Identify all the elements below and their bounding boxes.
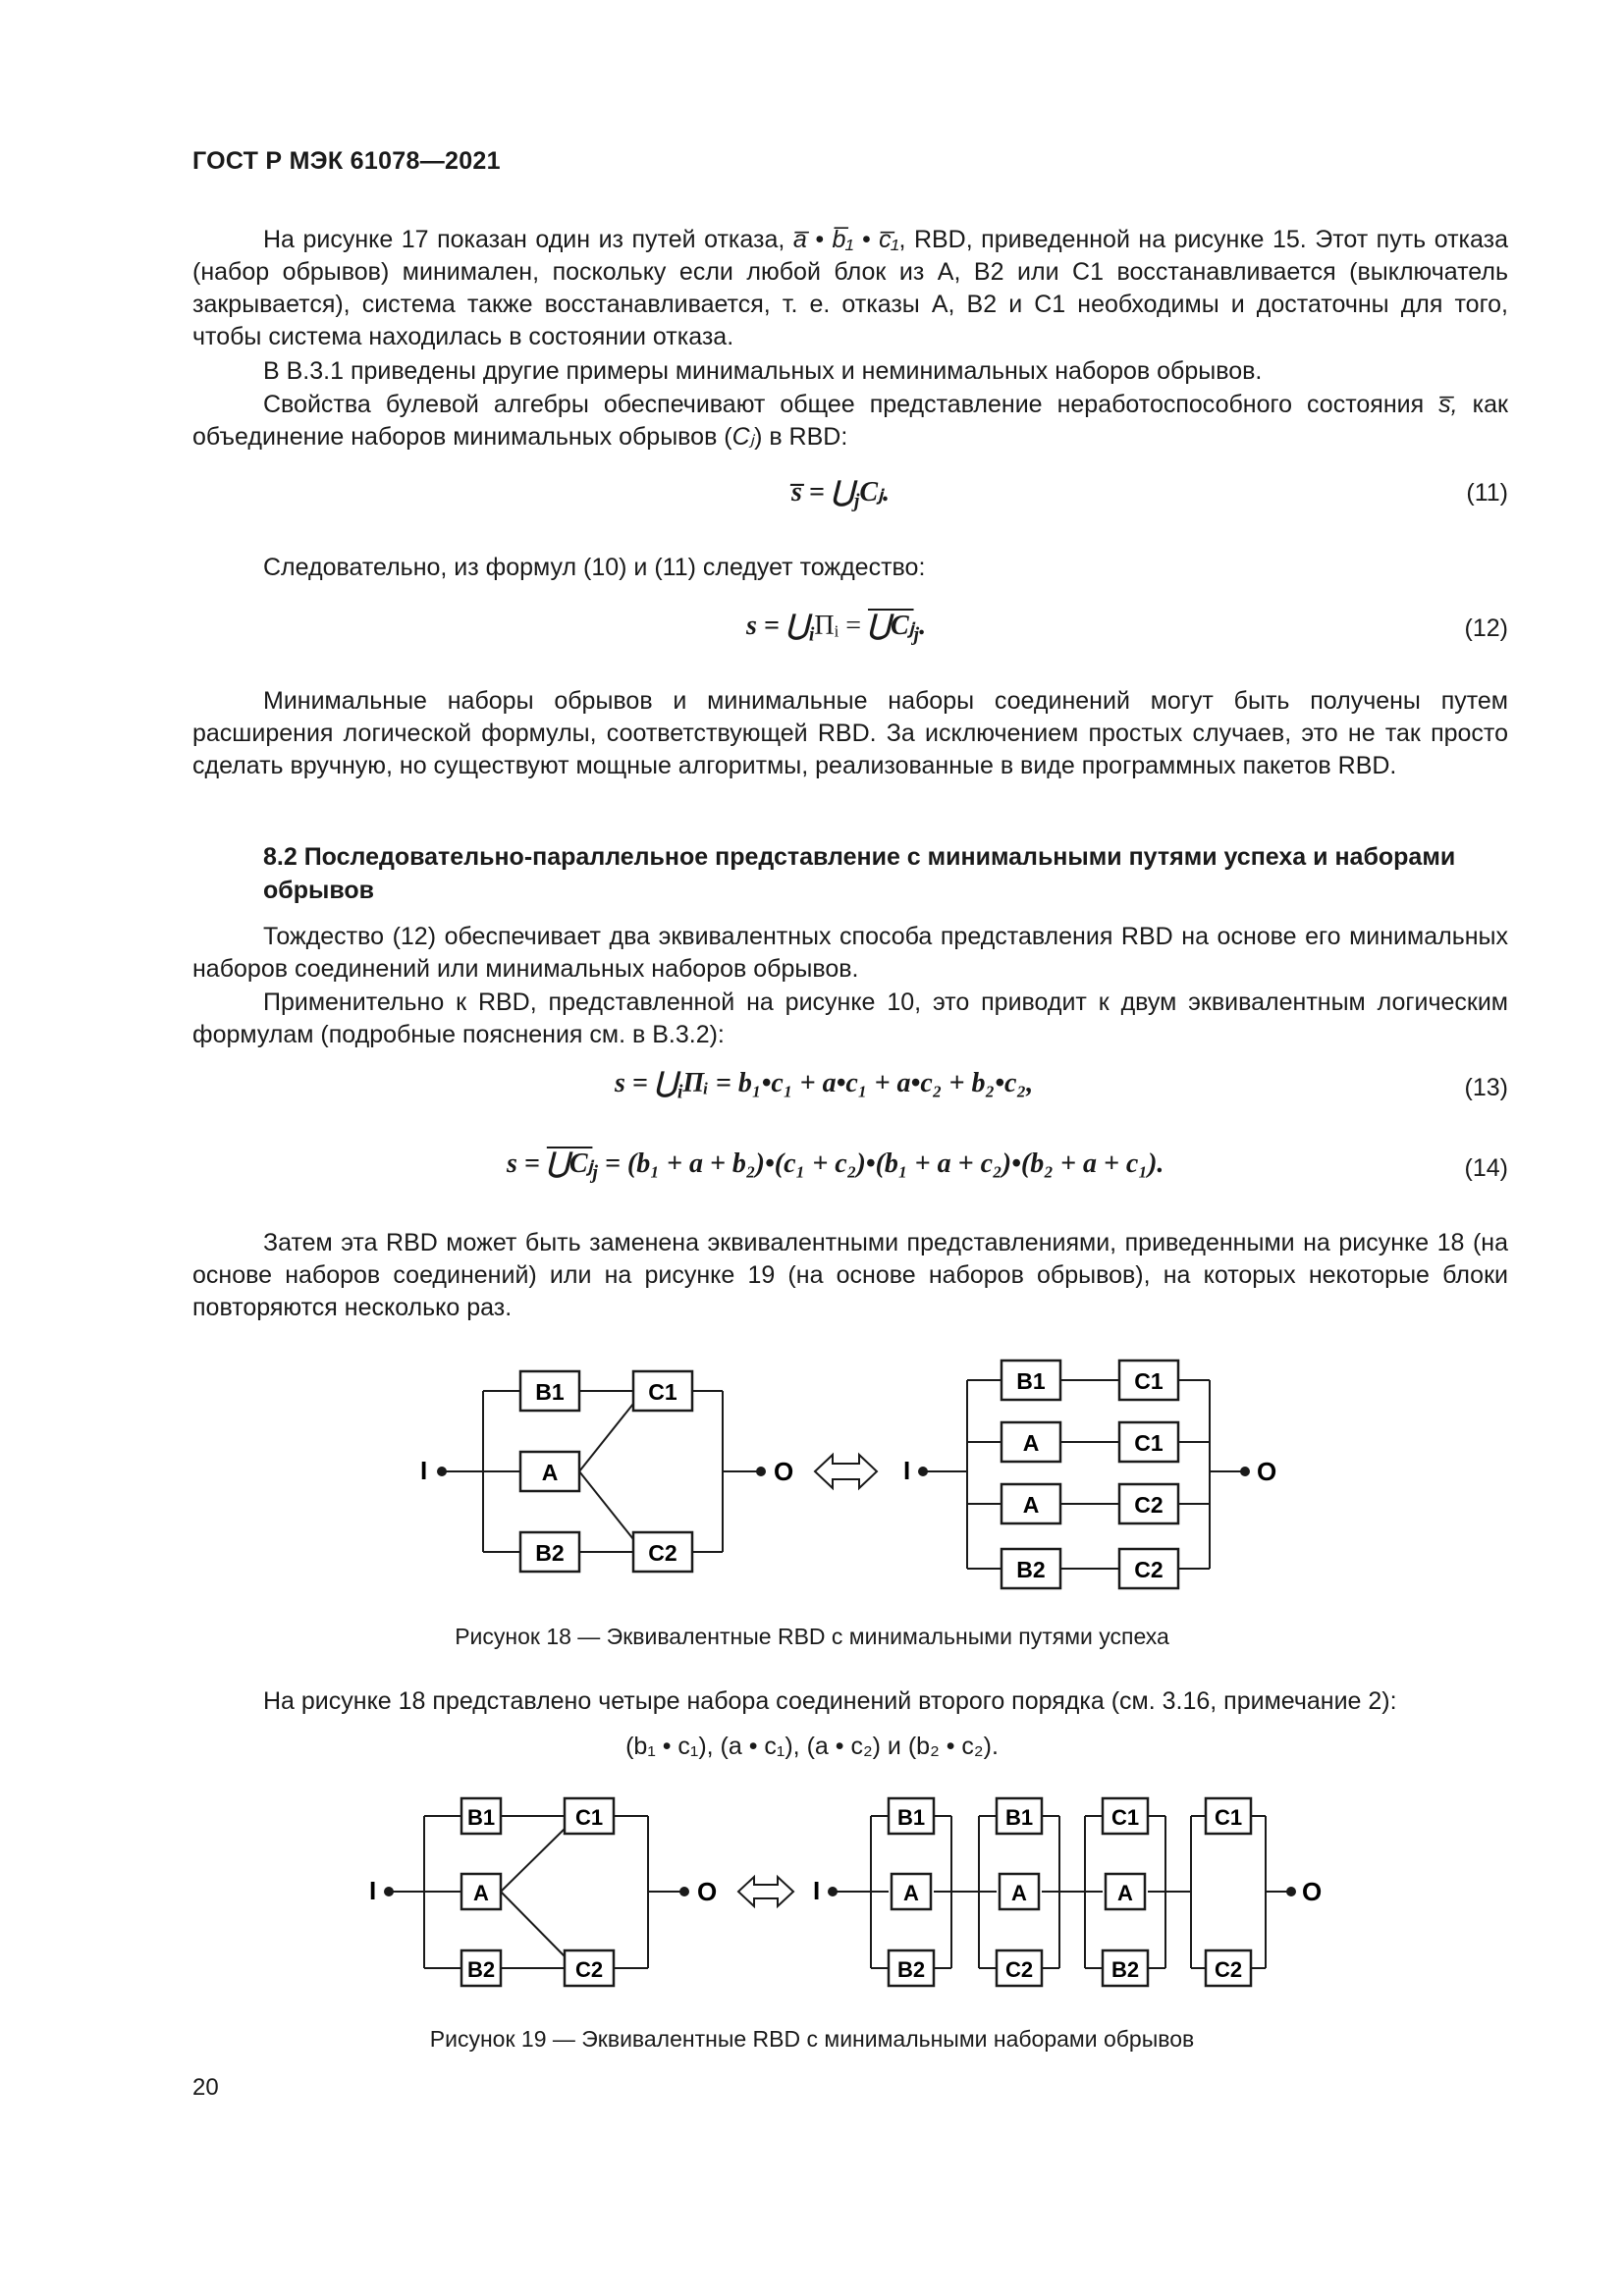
paragraph-boolean [192,389,1508,454]
equation-number-13: (13) [1464,1074,1508,1101]
block-b2-label: B2 [1110,1957,1140,1982]
eq-rhs: = (b₁ + a + b₂)•(c₁ + c₂)•(b₁ + a + c₂)•(b₂ + a + c₁). [597,1148,1164,1179]
block-a-label: A [541,1460,559,1485]
block-c2-label: C2 [574,1957,604,1982]
paragraph-text: как объединение наборов минимальных обрывов ( [192,391,1508,451]
block-c1-label: C1 [574,1805,604,1830]
paragraph-equivalent: Тождество (12) обеспечивает два эквивалентных способа представления RBD на основе его минимальных наборов соединений или минимальных наборов обрывов. [192,923,1508,983]
output-label: O [774,1457,794,1486]
block-c2-label: C2 [1214,1957,1243,1982]
figure-19-caption: Рисунок 19 — Эквивалентные RBD с минимальными наборами обрывов [429,2026,1195,2052]
paragraph-connection-sets: На рисунке 18 представлено четыре набора соединений второго порядка (см. 3.16, примечание 2): [263,1687,1397,1715]
block-c1-label: C1 [648,1379,677,1405]
paragraph-identity: Следовательно, из формул (10) и (11) следует тождество: [263,554,926,581]
paragraph-text: , RBD, приведенной на рисунке 15. Этот путь отказа (набор обрывов) минимален, поскольку если любой блок из A, B2 или C1 восстанавливается (выключатель закрывается), система также восстанавливается, т. е. отказы A, B2 и C1 необходимы и достаточны для того, чтобы система находилась в состоянии отказа. [192,226,1508,350]
eq-end: . [919,611,927,641]
fig18-right-rbd [903,1361,1276,1588]
fig19-right-rbd [813,1798,1322,1986]
input-label: I [903,1456,911,1485]
figure-18-caption: Рисунок 18 — Эквивалентные RBD с минимальными путями успеха [455,1624,1169,1649]
block-a-label: A [903,1881,919,1905]
paragraph-examples: В В.3.1 приведены другие примеры минимальных и неминимальных наборов обрывов. [263,357,1263,385]
eq-sub: j [592,1161,598,1184]
figure-19-diagram [353,1782,1335,2007]
figure-18-diagram [393,1345,1276,1600]
block-c2-label: C2 [1004,1957,1034,1982]
block-b2-label: B2 [535,1540,565,1566]
paragraph-text: ) в RBD: [754,423,848,451]
block-b1-label: B1 [1004,1805,1034,1830]
eq-sub: i [677,1081,683,1103]
block-c1-label: C1 [1134,1368,1164,1394]
equivalence-arrow-icon [815,1455,877,1488]
block-a-label: A [1022,1492,1040,1518]
block-b2-label: B2 [1016,1557,1046,1582]
block-a-label: A [1022,1430,1040,1456]
block-b1-label: B1 [466,1805,496,1830]
input-label: I [420,1456,428,1485]
eq-overline: ⋃Cⱼ [867,611,914,641]
paragraph-text: На рисунке 17 показан один из путей отказа, [263,226,793,253]
eq-sub: j [913,623,920,646]
block-b2-label: B2 [466,1957,496,1982]
eq-lhs: s = [507,1148,547,1179]
eq-lhs: s̅ = ⋃ [791,477,854,507]
eq-sub: i [808,623,815,646]
block-b2-label: B2 [896,1957,926,1982]
block-a-label: A [473,1881,489,1905]
block-b1-label: B1 [896,1805,926,1830]
equation-12 [746,609,926,647]
input-label: I [813,1876,821,1905]
equation-number-12: (12) [1464,614,1508,642]
block-c2-label: C2 [1134,1557,1164,1582]
block-a-label: A [1117,1881,1133,1905]
block-b1-label: B1 [1016,1368,1046,1394]
paragraph-text: Свойства булевой алгебры обеспечивают общее представление неработоспособного состояния [263,391,1439,418]
equation-11 [791,475,890,513]
fig18-left-rbd [420,1371,793,1572]
equation-number-14: (14) [1464,1154,1508,1182]
equation-14 [507,1147,1164,1185]
paragraph-failure-path [192,224,1508,353]
eq-rhs: Cⱼ. [859,477,890,507]
symbol-cj: Cⱼ [731,423,755,451]
eq-lhs: s = ⋃ [615,1068,677,1098]
connection-sets-formula: (b₁ • c₁), (a • c₁), (a • c₂) и (b₂ • c₂). [625,1733,999,1760]
block-a-label: A [1011,1881,1027,1905]
eq-mid: Πᵢ = [814,611,868,641]
failure-path-formula: a̅ • b̅₁ • c̅₁ [792,226,899,253]
page-number: 20 [192,2074,219,2101]
paragraph-minimal-sets: Минимальные наборы обрывов и минимальные наборы соединений могут быть получены путем расширения логической формулы, соответствующей RBD. За исключением простых случаев, это не так просто сделать вручную, но существуют мощные алгоритмы, реализованные в виде программных пакетов RBD. [192,687,1508,779]
section-heading: 8.2 Последовательно-параллельное представление с минимальными путями успеха и наборами обрывов [263,843,1456,904]
block-c2-label: C2 [1134,1492,1164,1518]
fig19-left-rbd [369,1798,717,1986]
output-label: O [1302,1877,1323,1906]
document-header: ГОСТ Р МЭК 61078—2021 [192,147,501,175]
output-label: O [697,1877,718,1906]
eq-lhs: s = ⋃ [746,611,809,641]
eq-overline: ⋃Cⱼ [546,1148,593,1179]
block-b1-label: B1 [535,1379,565,1405]
equivalence-arrow-icon [738,1877,793,1906]
block-c1-label: C1 [1110,1805,1140,1830]
block-c2-label: C2 [648,1540,677,1566]
equation-number-11: (11) [1466,479,1508,507]
input-label: I [369,1876,377,1905]
output-label: O [1257,1457,1276,1486]
block-c1-label: C1 [1214,1805,1243,1830]
equation-13 [615,1066,1033,1104]
eq-rhs: Πᵢ = b₁•c₁ + a•c₁ + a•c₂ + b₂•c₂, [682,1068,1034,1098]
paragraph-figure10: Применительно к RBD, представленной на рисунке 10, это приводит к двум эквивалентным логическим формулам (подробные пояснения см. в В.3.2): [192,988,1508,1048]
eq-sub: j [853,490,860,512]
paragraph-replacement: Затем эта RBD может быть заменена эквивалентными представлениями, приведенными на рисунке 18 (на основе наборов соединений) или на рисунке 19 (на основе наборов обрывов), на которых некоторые блоки повторяются несколько раз. [192,1229,1508,1321]
symbol-s-bar: s̅, [1438,391,1458,418]
block-c1-label: C1 [1134,1430,1164,1456]
